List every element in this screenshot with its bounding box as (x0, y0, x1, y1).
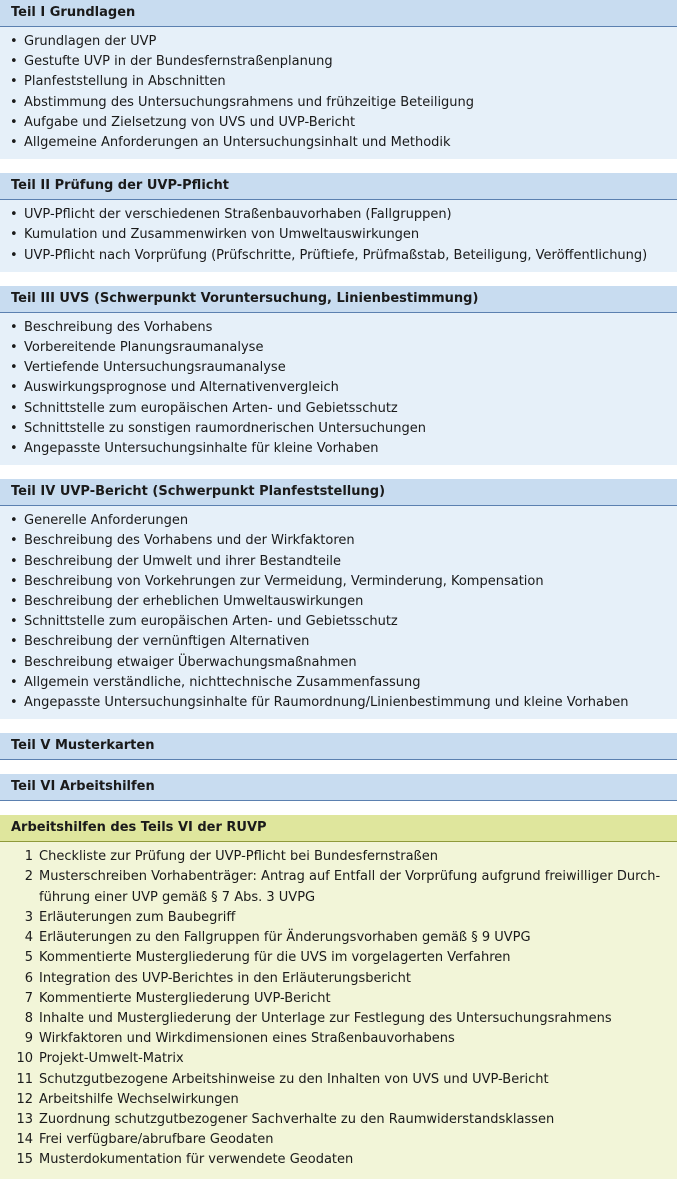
item-number: 14 (16, 1132, 33, 1148)
list-item (8, 969, 669, 989)
list-item (8, 1029, 669, 1049)
item-text: Inhalte und Mustergliederung der Unterlage zur Festlegung des Untersuchungsrahmens (39, 1010, 612, 1026)
item-number: 1 (24, 849, 33, 865)
item-number: 10 (16, 1051, 33, 1067)
list-item: • Beschreibung der erheblichen Umweltauswirkungen (10, 592, 669, 612)
section-teil-6 (0, 774, 677, 801)
list-item: • Vorbereitende Planungsraumanalyse (10, 338, 669, 358)
bullet-list (10, 318, 669, 459)
list-item: • Beschreibung des Vorhabens (10, 318, 669, 338)
list-item: • Beschreibung des Vorhabens und der Wirkfaktoren (10, 531, 669, 551)
item-text: Frei verfügbare/abrufbare Geodaten (39, 1132, 274, 1148)
section-heading: Teil II Prüfung der UVP-Pflicht (0, 173, 677, 200)
list-item: • Beschreibung der vernünftigen Alternativen (10, 632, 669, 652)
list-item (8, 908, 669, 928)
list-item: • Vertiefende Untersuchungsraumanalyse (10, 358, 669, 378)
list-item (8, 928, 669, 948)
item-text: Integration des UVP-Berichtes in den Erläuterungsbericht (39, 970, 411, 986)
list-item: • Generelle Anforderungen (10, 511, 669, 531)
list-item: • Abstimmung des Untersuchungsrahmens und frühzeitige Beteiligung (10, 93, 669, 113)
list-item: • Kumulation und Zusammenwirken von Umweltauswirkungen (10, 225, 669, 245)
item-number: 8 (24, 1010, 33, 1026)
item-text: Zuordnung schutzgutbezogener Sachverhalte zu den Raumwiderstandsklassen (39, 1111, 555, 1127)
list-item (8, 1150, 669, 1170)
section-teil-5 (0, 733, 677, 760)
section-heading: Teil VI Arbeitshilfen (0, 774, 677, 801)
section-heading: Teil III UVS (Schwerpunkt Voruntersuchung, Linienbestimmung) (0, 286, 677, 313)
section-heading: Teil I Grundlagen (0, 0, 677, 27)
section-heading: Teil IV UVP-Bericht (Schwerpunkt Planfeststellung) (0, 479, 677, 506)
item-number: 7 (24, 990, 33, 1006)
section-body (0, 842, 677, 1178)
list-item (8, 867, 669, 907)
list-item: • Beschreibung etwaiger Überwachungsmaßnahmen (10, 653, 669, 673)
list-item: • Schnittstelle zum europäischen Arten- und Gebietsschutz (10, 612, 669, 632)
list-item (8, 1049, 669, 1069)
list-item: • Schnittstelle zum europäischen Arten- und Gebietsschutz (10, 399, 669, 419)
list-item: • Angepasste Untersuchungsinhalte für kleine Vorhaben (10, 439, 669, 459)
item-text: Arbeitshilfe Wechselwirkungen (39, 1091, 239, 1107)
list-item: • Angepasste Untersuchungsinhalte für Raumordnung/Linienbestimmung und kleine Vorhaben (10, 693, 669, 713)
section-heading: Teil V Musterkarten (0, 733, 677, 760)
item-text: Wirkfaktoren und Wirkdimensionen eines Straßenbauvorhabens (39, 1031, 455, 1047)
list-item (8, 1009, 669, 1029)
section-arbeitshilfen (0, 815, 677, 1178)
bullet-list (10, 511, 669, 713)
item-number: 3 (24, 909, 33, 925)
item-text: Checkliste zur Prüfung der UVP-Pflicht bei Bundesfernstraßen (39, 849, 438, 865)
section-heading: Arbeitshilfen des Teils VI der RUVP (0, 815, 677, 842)
bullet-list (10, 32, 669, 153)
list-item (8, 989, 669, 1009)
numbered-list (8, 847, 669, 1170)
section-teil-3 (0, 286, 677, 465)
list-item: • Aufgabe und Zielsetzung von UVS und UVP-Bericht (10, 113, 669, 133)
list-item (8, 847, 669, 867)
item-text: Kommentierte Mustergliederung für die UVS im vorgelagerten Verfahren (39, 950, 511, 966)
item-number: 15 (16, 1152, 33, 1168)
list-item: • Planfeststellung in Abschnitten (10, 72, 669, 92)
section-teil-2 (0, 173, 677, 272)
list-item: • Allgemeine Anforderungen an Untersuchungsinhalt und Methodik (10, 133, 669, 153)
item-text: Erläuterungen zu den Fallgruppen für Änderungsvorhaben gemäß § 9 UVPG (39, 930, 531, 946)
list-item (8, 1090, 669, 1110)
section-body (0, 506, 677, 719)
section-body (0, 200, 677, 272)
section-teil-4 (0, 479, 677, 719)
list-item: • UVP-Pflicht der verschiedenen Straßenbauvorhaben (Fallgruppen) (10, 205, 669, 225)
list-item: • Schnittstelle zu sonstigen raumordnerischen Untersuchungen (10, 419, 669, 439)
list-item: • Beschreibung der Umwelt und ihrer Bestandteile (10, 552, 669, 572)
item-number: 12 (16, 1091, 33, 1107)
list-item (8, 948, 669, 968)
item-number: 9 (24, 1031, 33, 1047)
list-item (8, 1110, 669, 1130)
item-number: 2 (24, 869, 33, 885)
item-text: Erläuterungen zum Baubegriff (39, 909, 236, 925)
item-number: 5 (24, 950, 33, 966)
section-body (0, 313, 677, 465)
item-text: Musterschreiben Vorhabenträger: Antrag auf Entfall der Vorprüfung aufgrund freiwilliger Durch- führung einer UVP gemäß § 7 Abs. 3 UVPG (39, 869, 661, 905)
item-number: 6 (24, 970, 33, 986)
item-number: 11 (16, 1071, 33, 1087)
item-text: Projekt-Umwelt-Matrix (39, 1051, 184, 1067)
item-text: Kommentierte Mustergliederung UVP-Bericht (39, 990, 331, 1006)
section-teil-1 (0, 0, 677, 159)
list-item: • Auswirkungsprognose und Alternativenvergleich (10, 378, 669, 398)
section-body (0, 27, 677, 159)
list-item: • Grundlagen der UVP (10, 32, 669, 52)
list-item: • Beschreibung von Vorkehrungen zur Vermeidung, Verminderung, Kompensation (10, 572, 669, 592)
list-item: • UVP-Pflicht nach Vorprüfung (Prüfschritte, Prüftiefe, Prüfmaßstab, Beteiligung, Veröffentlichung) (10, 246, 669, 266)
list-item (8, 1070, 669, 1090)
item-text: Schutzgutbezogene Arbeitshinweise zu den Inhalten von UVS und UVP-Bericht (39, 1071, 549, 1087)
bullet-list (10, 205, 669, 266)
item-number: 13 (16, 1111, 33, 1127)
item-text: Musterdokumentation für verwendete Geodaten (39, 1152, 354, 1168)
item-number: 4 (24, 930, 33, 946)
list-item (8, 1130, 669, 1150)
list-item: • Gestufte UVP in der Bundesfernstraßenplanung (10, 52, 669, 72)
list-item: • Allgemein verständliche, nichttechnische Zusammenfassung (10, 673, 669, 693)
